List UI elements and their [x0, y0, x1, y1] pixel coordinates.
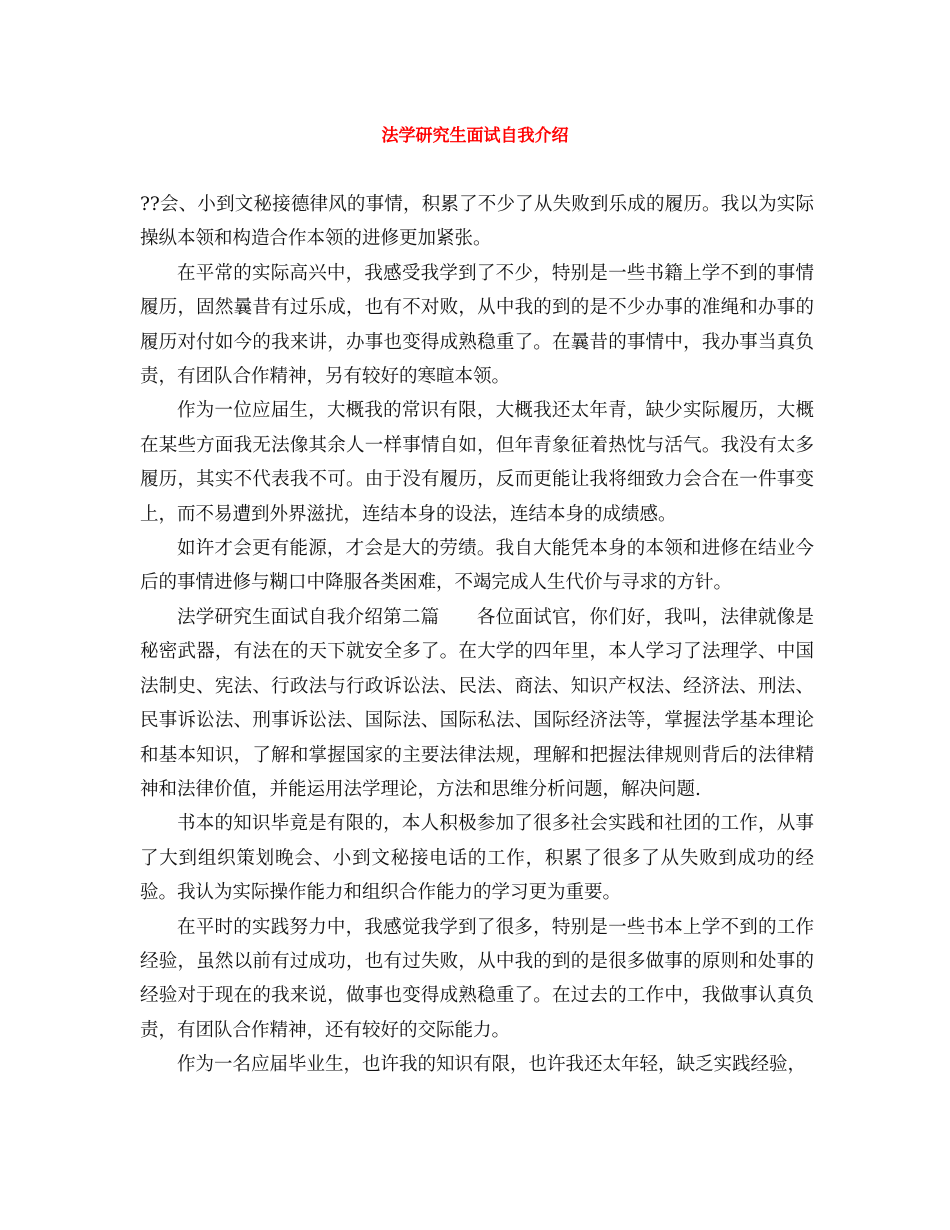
paragraph-3: 作为一位应届生，大概我的常识有限，大概我还太年青，缺少实际履历，大概在某些方面我无法像其余人一样事情自如，但年青象征着热忱与活气。我没有太多履历，其实不代表我不可。由于没有履历，反而更能让我将细致力会合在一件事变上，而不易遭到外界滋扰，连结本身的设法，连结本身的成绩感。 [140, 400, 814, 525]
paragraph-1: ??会、小到文秘接德律风的事情，积累了不少了从失败到乐成的履历。我以为实际操纵本领和构造合作本领的进修更加紧张。 [140, 194, 814, 250]
document-body [140, 188, 814, 1083]
paragraph-5: 法学研究生面试自我介绍第二篇 各位面试官，你们好，我叫，法律就像是秘密武器，有法在的天下就安全多了。在大学的四年里，本人学习了法理学、中国法制史、宪法、行政法与行政诉讼法、民法、商法、知识产权法、经济法、刑法、民事诉讼法、刑事诉讼法、国际法、国际私法、国际经济法等，掌握法学基本理论和基本知识，了解和掌握国家的主要法律法规，理解和把握法律规则背后的法律精神和法律价值，并能运用法学理论，方法和思维分析问题，解决问题. [140, 606, 814, 800]
paragraph-8: 作为一名应届毕业生，也许我的知识有限，也许我还太年轻，缺乏实践经验， [177, 1054, 807, 1076]
paragraph-6: 书本的知识毕竟是有限的，本人积极参加了很多社会实践和社团的工作，从事了大到组织策划晚会、小到文秘接电话的工作，积累了很多了从失败到成功的经验。我认为实际操作能力和组织合作能力的学习更为重要。 [140, 813, 814, 904]
paragraph-7: 在平时的实践努力中，我感觉我学到了很多，特别是一些书本上学不到的工作经验，虽然以前有过成功，也有过失败，从中我的到的是很多做事的原则和处事的经验对于现在的我来说，做事也变得成熟稳重了。在过去的工作中，我做事认真负责，有团队合作精神，还有较好的交际能力。 [140, 916, 814, 1041]
document-title: 法学研究生面试自我介绍 [381, 126, 569, 146]
paragraph-4: 如许才会更有能源，才会是大的劳绩。我自大能凭本身的本领和进修在结业今后的事情进修与糊口中降服各类困难，不竭完成人生代价与寻求的方针。 [140, 538, 814, 594]
paragraph-2: 在平常的实际高兴中，我感受我学到了不少，特别是一些书籍上学不到的事情履历，固然曩昔有过乐成，也有不对败，从中我的到的是不少办事的准绳和办事的履历对付如今的我来讲，办事也变得成熟稳重了。在曩昔的事情中，我办事当真负责，有团队合作精神，另有较好的寒暄本领。 [140, 262, 814, 388]
